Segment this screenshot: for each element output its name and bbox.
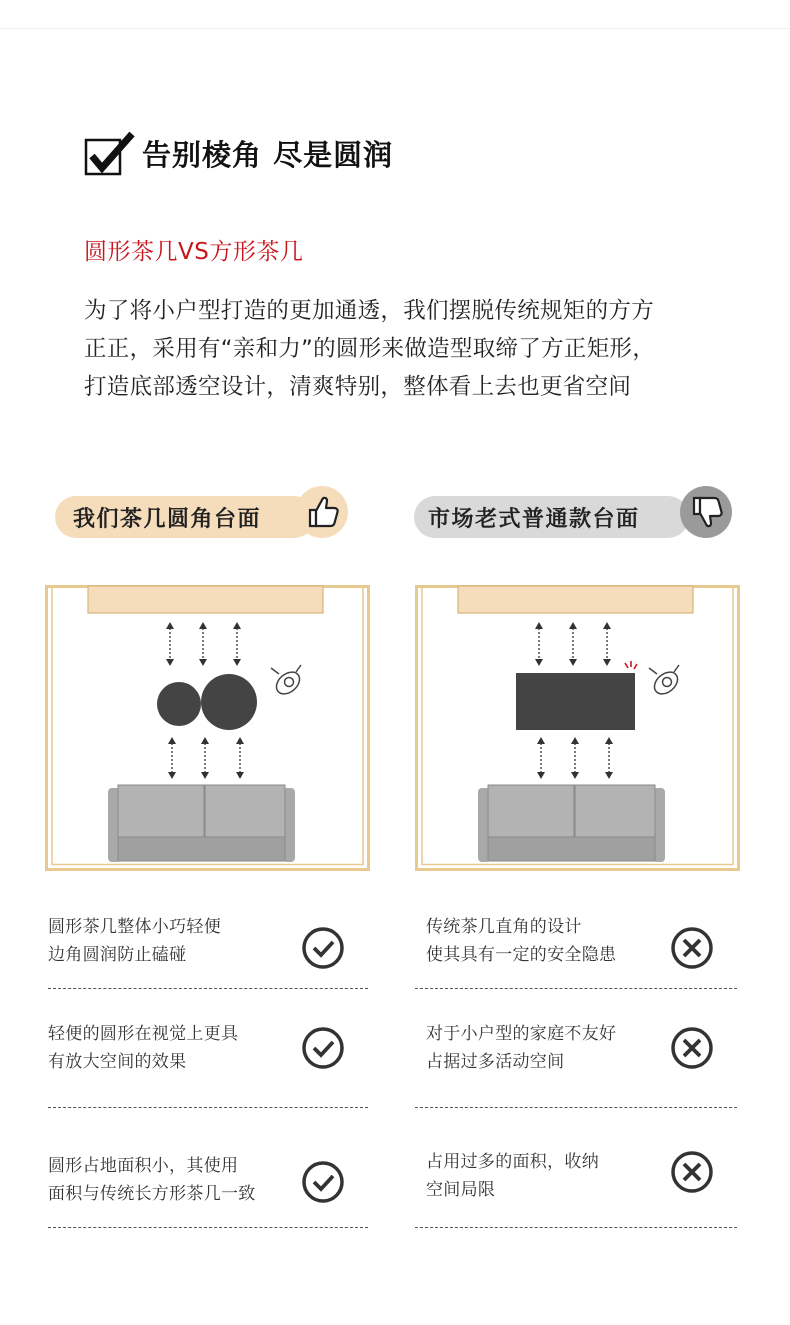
- rectangle-table: [516, 673, 635, 730]
- x-circle-icon: [670, 926, 714, 970]
- description: [84, 292, 764, 406]
- tv-cabinet: [458, 586, 693, 613]
- market-table-label: 市场老式普通款台面: [414, 496, 689, 538]
- check-circle-icon: [301, 1160, 345, 1204]
- description-line: 正正，采用有“亲和力”的圆形来做造型取缔了方正矩形，: [84, 336, 656, 362]
- small-round-table: [157, 682, 201, 726]
- row-divider: [48, 1227, 368, 1228]
- comparison-subtitle: 圆形茶几VS方形茶几: [84, 239, 304, 265]
- row-divider: [415, 988, 737, 989]
- con-item: 传统茶几直角的设计 使其具有一定的安全隐患: [426, 917, 617, 965]
- rectangle-table-room-diagram: [415, 585, 740, 875]
- large-round-table: [201, 674, 257, 730]
- row-divider: [415, 1227, 737, 1228]
- sofa: [108, 785, 295, 862]
- check-circle-icon: [301, 1026, 345, 1070]
- thumbs-down-icon: [680, 486, 732, 538]
- row-divider: [48, 988, 368, 989]
- description-line: 打造底部透空设计，清爽特别，整体看上去也更省空间: [84, 374, 632, 400]
- x-circle-icon: [670, 1026, 714, 1070]
- x-circle-icon: [670, 1150, 714, 1194]
- thumbs-up-icon: [296, 486, 348, 538]
- thumbs-up-badge: [296, 486, 348, 538]
- section-heading: [84, 130, 393, 176]
- tv-cabinet: [88, 586, 323, 613]
- description-line: 为了将小户型打造的更加通透，我们摆脱传统规矩的方方: [84, 298, 655, 324]
- our-table-label: 我们茶几圆角台面: [55, 496, 315, 538]
- round-table-room-diagram: [45, 585, 370, 875]
- pro-item: 圆形占地面积小，其使用 面积与传统长方形茶几一致: [48, 1156, 256, 1204]
- check-circle-icon: [301, 926, 345, 970]
- top-divider: [0, 28, 790, 29]
- heading-title: 告别棱角 尽是圆润: [142, 137, 394, 172]
- row-divider: [415, 1107, 737, 1108]
- thumbs-down-badge: [680, 486, 732, 538]
- con-item: 对于小户型的家庭不友好 占据过多活动空间: [426, 1024, 617, 1072]
- checkbox-check-icon: [84, 130, 136, 176]
- pro-item: 圆形茶几整体小巧轻便 边角圆润防止磕碰: [48, 917, 221, 965]
- sofa: [478, 785, 665, 862]
- row-divider: [48, 1107, 368, 1108]
- con-item: 占用过多的面积，收纳 空间局限: [426, 1152, 599, 1200]
- pro-item: 轻便的圆形在视觉上更具 有放大空间的效果: [48, 1024, 239, 1072]
